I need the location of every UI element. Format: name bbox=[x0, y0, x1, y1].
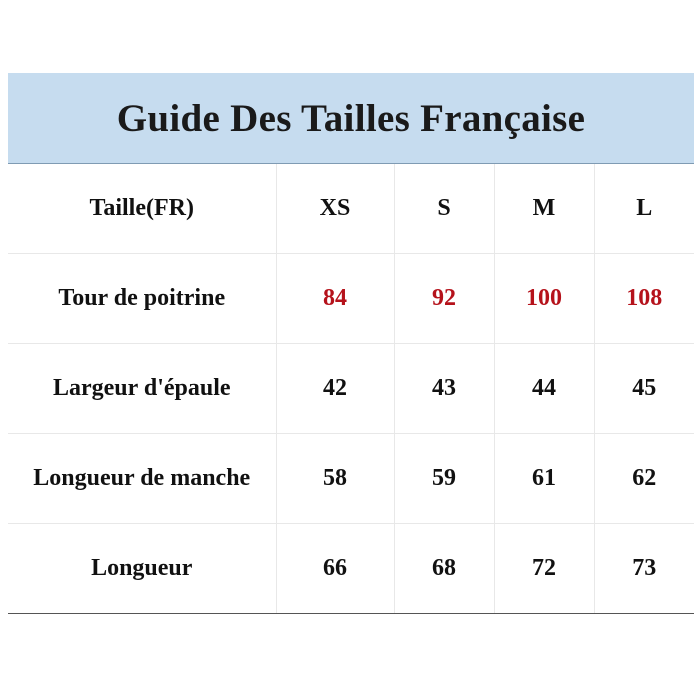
chest-value-xs: 84 bbox=[276, 254, 394, 344]
size-header-s: S bbox=[394, 164, 494, 254]
shoulder-value-xs: 42 bbox=[276, 344, 394, 434]
size-table bbox=[8, 164, 694, 614]
table-row-length bbox=[8, 524, 694, 614]
table-row-sleeve bbox=[8, 434, 694, 524]
length-value-m: 72 bbox=[494, 524, 594, 614]
chest-value-m: 100 bbox=[494, 254, 594, 344]
row-label-length: Longueur bbox=[8, 524, 276, 614]
chest-value-s: 92 bbox=[394, 254, 494, 344]
chest-value-l: 108 bbox=[594, 254, 694, 344]
shoulder-value-s: 43 bbox=[394, 344, 494, 434]
size-header-m: M bbox=[494, 164, 594, 254]
title-banner bbox=[8, 73, 694, 164]
size-header-l: L bbox=[594, 164, 694, 254]
length-value-xs: 66 bbox=[276, 524, 394, 614]
size-header-xs: XS bbox=[276, 164, 394, 254]
row-label-sleeve: Longueur de manche bbox=[8, 434, 276, 524]
row-label-chest: Tour de poitrine bbox=[8, 254, 276, 344]
sleeve-value-l: 62 bbox=[594, 434, 694, 524]
length-value-s: 68 bbox=[394, 524, 494, 614]
header-row bbox=[8, 164, 694, 254]
row-label-shoulder: Largeur d'épaule bbox=[8, 344, 276, 434]
chart-title: Guide Des Tailles Française bbox=[116, 96, 586, 140]
shoulder-value-l: 45 bbox=[594, 344, 694, 434]
header-label: Taille(FR) bbox=[8, 164, 276, 254]
table-row-shoulder bbox=[8, 344, 694, 434]
sleeve-value-m: 61 bbox=[494, 434, 594, 524]
sleeve-value-s: 59 bbox=[394, 434, 494, 524]
size-chart bbox=[8, 73, 694, 614]
shoulder-value-m: 44 bbox=[494, 344, 594, 434]
length-value-l: 73 bbox=[594, 524, 694, 614]
table-row-chest bbox=[8, 254, 694, 344]
sleeve-value-xs: 58 bbox=[276, 434, 394, 524]
